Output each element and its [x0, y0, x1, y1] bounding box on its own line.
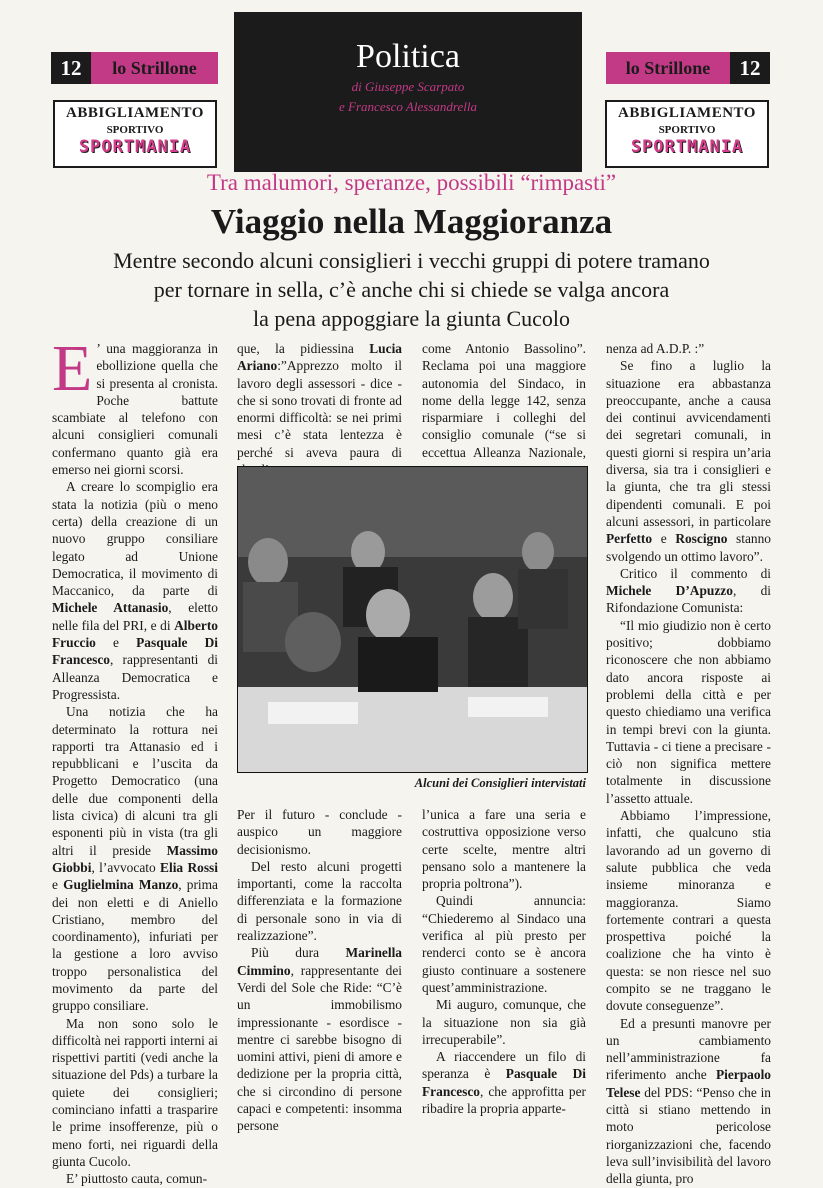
paragraph: A riaccendere un filo di speranza è Pasquale Di Francesco, che approfitta per ribadire la propria apparte-: [422, 1049, 586, 1117]
page-number-left: 12: [51, 52, 91, 84]
paragraph: Mi auguro, comunque, che la situazione non sia già irrecuperabile”.: [422, 997, 586, 1047]
photo-council-members: [237, 466, 588, 773]
ad-box-left: [53, 100, 217, 168]
section-header: [234, 12, 582, 172]
column-4: [606, 340, 771, 1188]
ad-box-right: [605, 100, 769, 168]
paragraph: nenza ad A.D.P. :”: [606, 341, 705, 356]
ad-brand: SPORTMANIA: [630, 137, 744, 157]
paragraph: A creare lo scompiglio era stata la notizia (più o meno certa) della creazione di un nuovo gruppo consiliare legato ad Unione Democratica, il movimento di Maccanico, da parte di Michele Attanasio, eletto nelle fila del PRI, e di Alberto Fruccio e Pasquale Di Francesco, rappresentanti di Alleanza Democratica e Progressista.: [52, 479, 219, 702]
publication-name-right: lo Strillone: [606, 52, 730, 84]
dropcap: E: [52, 332, 93, 405]
deck-line: per tornare in sella, c’è anche chi si chiede se valga ancora: [153, 277, 670, 302]
paragraph: come Antonio Bassolino”. Reclama poi una maggiore autonomia del Sindaco, in nome della legge 142, senza risparmiare i colleghi del consiglio comunale (“se si eccettua Alleanza Nazionale,: [422, 341, 586, 460]
ad-brand: SPORTMANIA: [78, 137, 192, 157]
paragraph: Ed a presunti manovre per un cambiamento nell’amministrazione fa riferimento anche Pierpaolo Telese del PDS: “Penso che in città si stiano mettendo in moto pericolose riorganizzazioni che, facendo leva sull’invisibilità del lavoro della giunta, pro: [606, 1015, 771, 1187]
paragraph: Per il futuro - conclude - auspico un maggiore decisionismo.: [237, 807, 402, 857]
deck-line: la pena appoggiare la giunta Cucolo: [252, 306, 571, 331]
paragraph: “Il mio giudizio non è certo positivo; dobbiamo riconoscere che non abbiamo dato ancora risposte ai problemi della città e per questo chiediamo una verifica in tempi brevi con la giunta. Tuttavia - ci tiene a precisare - ciò non significa mettere totalmente in discussione l’assetto attuale.: [606, 617, 771, 806]
column-1: [52, 332, 219, 1188]
paragraph: Ma non sono solo le difficoltà nei rapporti interni ai rispettivi partiti (vedi anche la situazione del Pds) a turbare la quiete dei consiglieri; cominciano infatti a trasparire le prime insofferenze, più o meno forti, nei riguardi della giunta Cucolo.: [52, 1015, 218, 1169]
publication-name-left: lo Strillone: [91, 52, 218, 84]
byline-1: di Giuseppe Scarpato: [351, 79, 465, 94]
paragraph: Se fino a luglio la situazione era abbastanza preoccupante, anche a causa dei continui avvicendamenti dei segretari comunali, in questi giorni si respira un’aria diversa, sia tra i consiglieri e la giunta, che tra gli stessi dipendenti comunali. E poi alcuni assessori, in particolare Perfetto e Roscigno stanno svolgendo un ottimo lavoro”.: [606, 358, 772, 564]
paragraph: Del resto alcuni progetti importanti, come la raccolta differenziata e la formazione di personale sono in via di realizzazione”.: [237, 858, 402, 944]
paragraph: Quindi annuncia: “Chiederemo al Sindaco una verifica al più presto per renderci conto se è ancora giusto continuare a sostenere quest’amministrazione.: [422, 893, 586, 995]
byline-2: e Francesco Alessandrella: [339, 99, 477, 114]
paragraph: ’ una maggioranza in ebollizione quella che si presenta al cronista. Poche battute scambiate al telefono con alcuni consiglieri comunali confermano quanto già era emerso nei giorni scorsi.: [52, 341, 218, 478]
column-3-bottom: [422, 806, 586, 1117]
paragraph: Una notizia che ha determinato la rottura nei rapporti tra Attanasio ed i repubblicani e l’uscita da Progetto Democratico (una delle due componenti della lista civica) di alcuni tra gli esponenti più in vista (tra gli altri il preside Massimo Giobbi, l’avvocato Elia Rossi e Guglielmina Manzo, prima dei non eletti e di Aniello Cristiano, membro del coordinamento), infuriati per la gestione a loro avviso troppo personalistica del movimento da parte del gruppo consiliare.: [52, 704, 218, 1014]
paragraph: E’ piuttosto cauta, comun-: [66, 1171, 208, 1187]
ad-line2: SPORTIVO: [106, 124, 164, 136]
column-2-bottom: [237, 806, 402, 1135]
ad-line1: ABBIGLIAMENTO: [66, 105, 204, 121]
deck: [0, 246, 823, 333]
column-2-top: [237, 340, 402, 478]
deck-line: Mentre secondo alcuni consiglieri i vecchi gruppi di potere tramano: [113, 248, 710, 273]
ad-line1: ABBIGLIAMENTO: [618, 105, 756, 121]
kicker: Tra malumori, speranze, possibili “rimpasti”: [206, 170, 617, 195]
paragraph: Critico il commento di Michele D’Apuzzo, di Rifondazione Comunista:: [606, 565, 771, 616]
paragraph: l’unica a fare una seria e costruttiva opposizione verso certe scelte, mentre altri pensano solo a mantenere la propria poltrona”).: [422, 807, 586, 892]
section-title: Politica: [356, 38, 460, 75]
column-3-top: [422, 340, 586, 478]
paragraph: que, la pidiessina Lucia Ariano:”Apprezzo molto il lavoro degli assessori - dice - che si sono trovati di fronte ad enormi difficoltà: se nei primi mesi c’è stata lentezza è perché si aveva paura di: [237, 341, 402, 460]
ad-line2: SPORTIVO: [658, 124, 716, 136]
paragraph: Più dura Marinella Cimmino, rappresentante dei Verdi del Sole che Ride: “C’è un immobilismo impressionante - esordisce - mentre ci sarebbe bisogno di uomini attivi, pieni di amore e dedizione per la propria città, che si circondino di persone capaci e competenti: insomma persone: [237, 945, 402, 1134]
page-number-right: 12: [730, 52, 770, 84]
paragraph: Abbiamo l’impressione, infatti, che qualcuno stia lavorando ad un governo di salute pubblica che veda insieme minoranza e maggioranza. Siamo fortemente contrari a questa prospettiva poiché la coalizione che ha vinto è questa: se non riesce nel suo compito se ne traggano le dovute conseguenze”.: [606, 808, 771, 1014]
headline: Viaggio nella Maggioranza: [210, 202, 613, 241]
photo-caption: Alcuni dei Consiglieri intervistati: [414, 776, 586, 790]
